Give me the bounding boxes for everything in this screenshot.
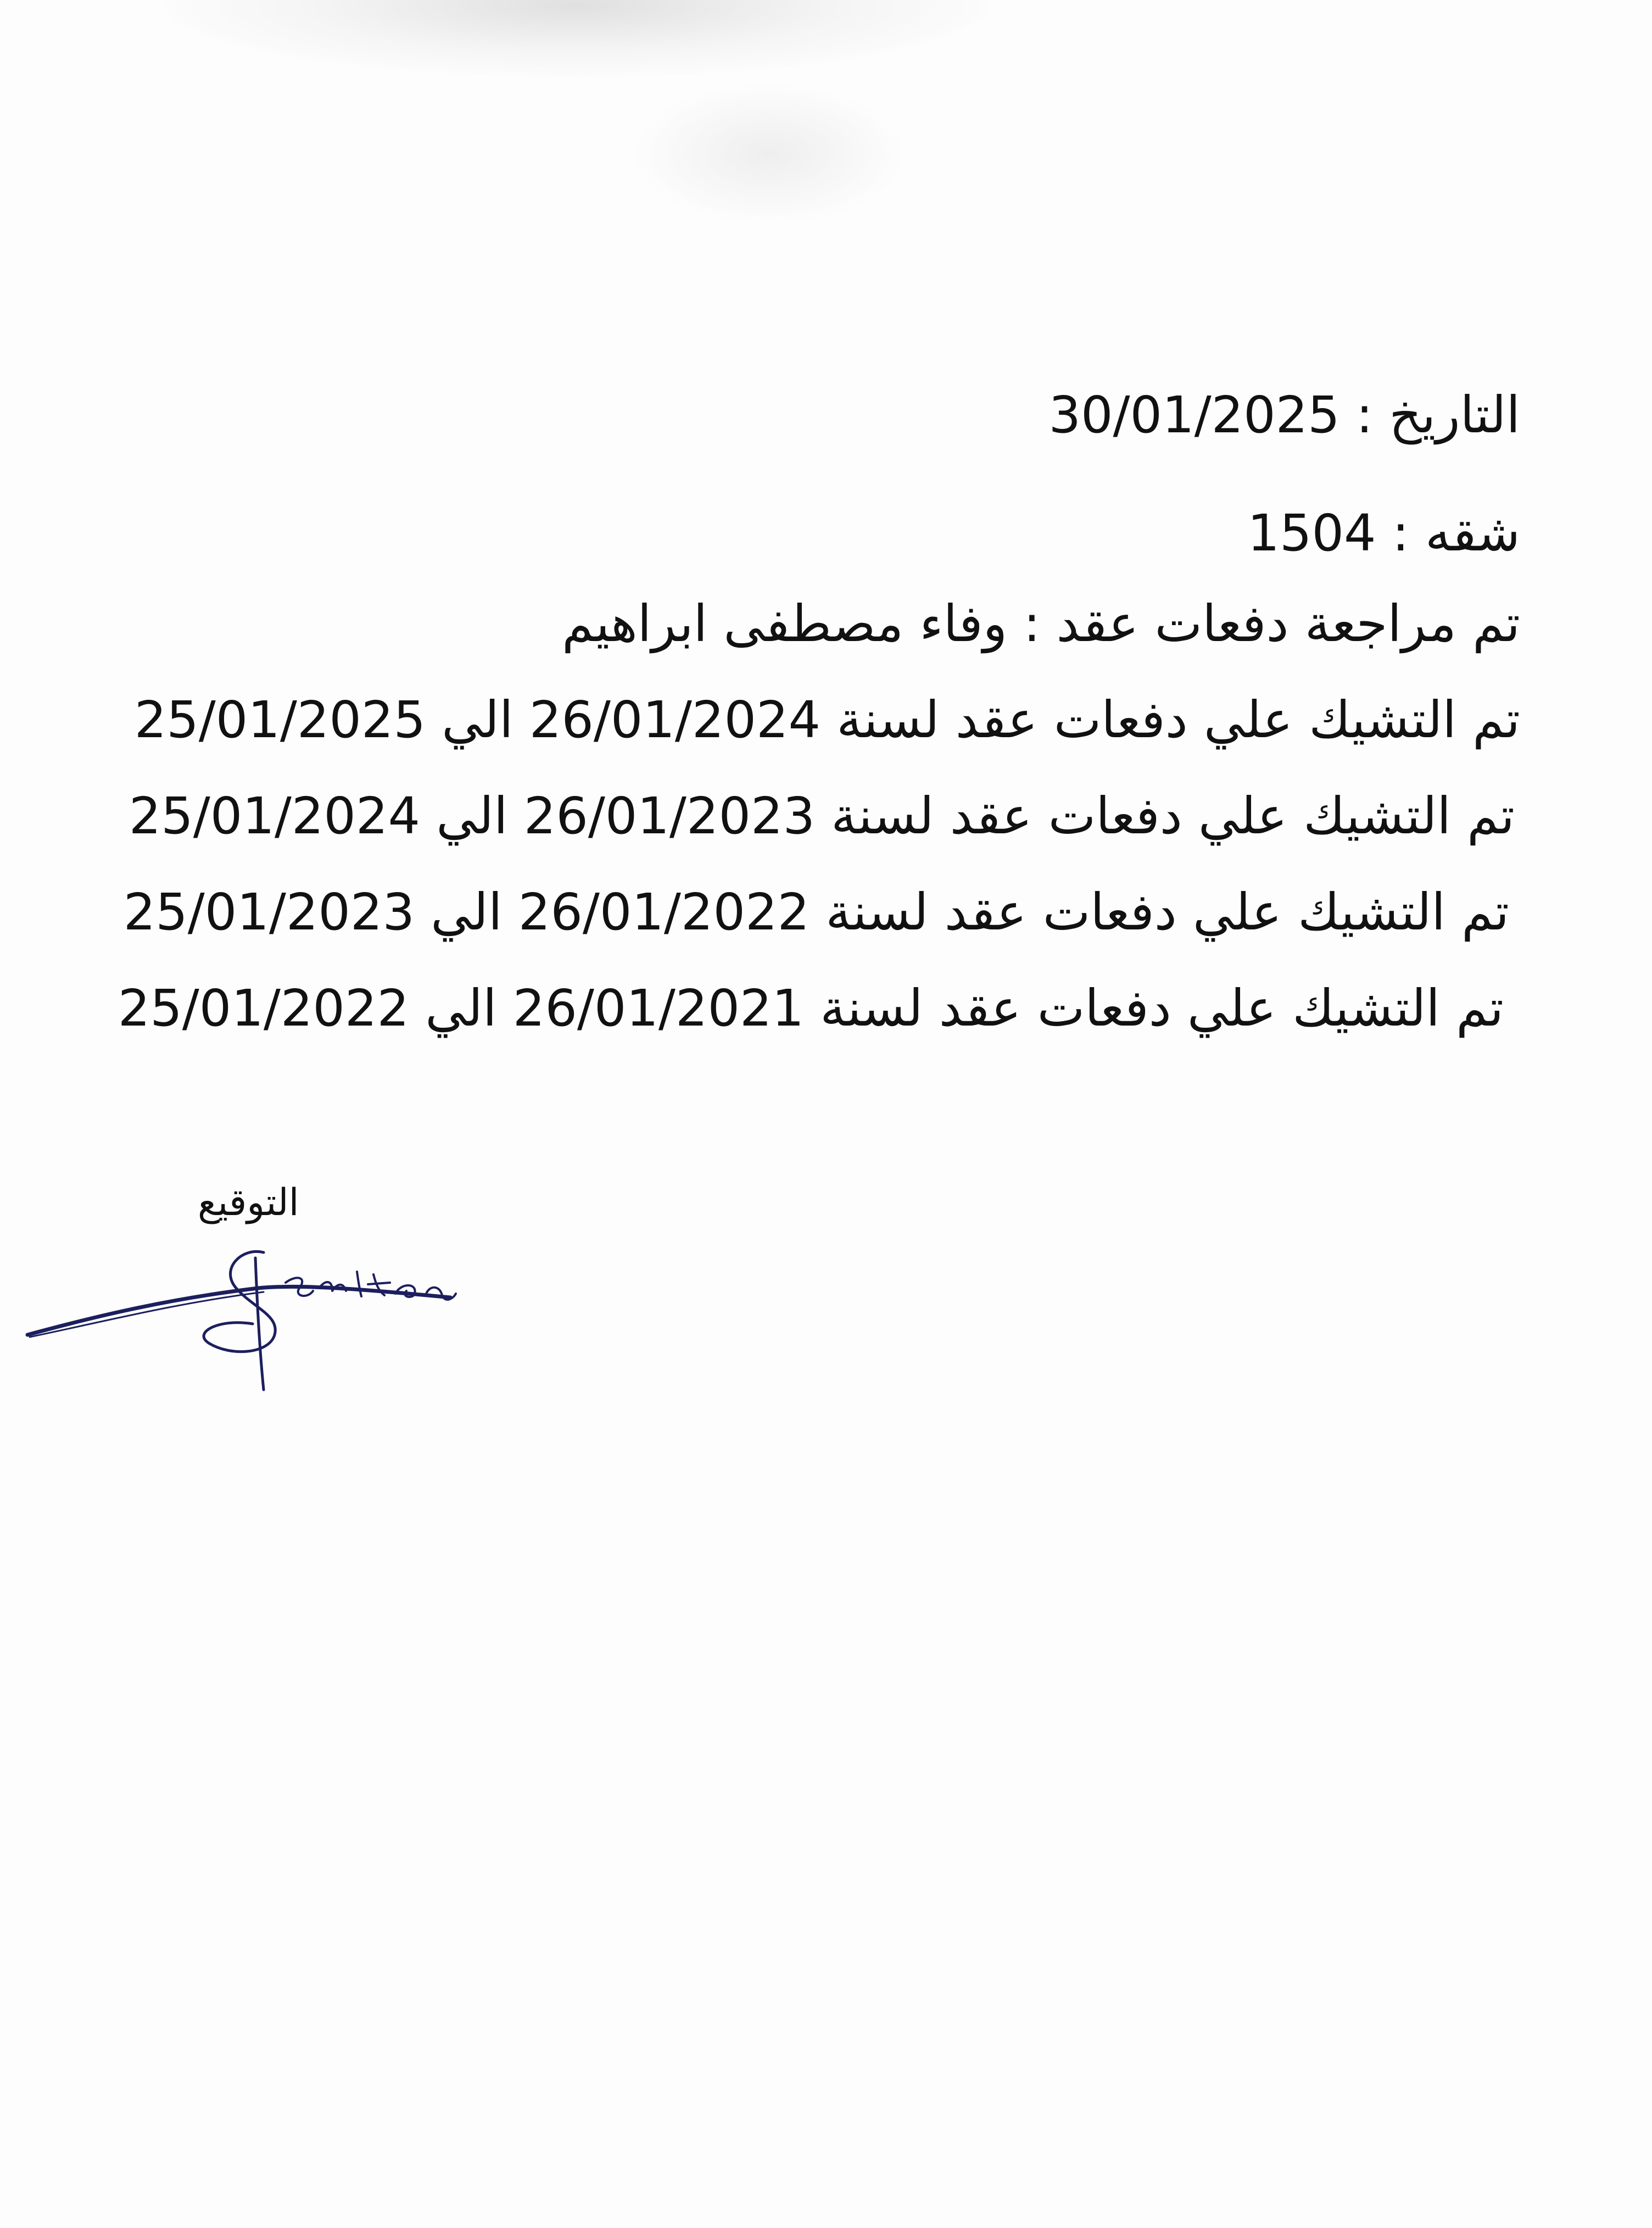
date-line	[1048, 386, 1520, 444]
check-separator: الي	[425, 979, 497, 1038]
check-from-date: 26/01/2024	[529, 690, 821, 749]
check-separator: الي	[431, 883, 503, 942]
check-line-2	[129, 787, 1515, 845]
check-prefix: تم التشيك علي دفعات عقد لسنة	[820, 979, 1504, 1038]
signature-label: التوقيع	[198, 1181, 299, 1224]
check-from-date: 26/01/2021	[512, 979, 805, 1038]
check-from-date: 26/01/2022	[518, 883, 810, 942]
apartment-label: شقه :	[1392, 504, 1520, 562]
check-prefix: تم التشيك علي دفعات عقد لسنة	[831, 787, 1515, 845]
paper-fold-shadow-secondary	[632, 82, 906, 225]
check-from-date: 26/01/2023	[523, 787, 816, 845]
handwritten-signature	[22, 1236, 461, 1401]
check-line-1	[134, 690, 1520, 749]
check-to-date: 25/01/2022	[118, 979, 409, 1038]
check-prefix: تم التشيك علي دفعات عقد لسنة	[836, 690, 1520, 749]
check-to-date: 25/01/2024	[129, 787, 420, 845]
check-separator: الي	[436, 787, 508, 845]
apartment-line	[1247, 504, 1520, 562]
check-line-4	[118, 979, 1504, 1038]
paper-fold-shadow	[165, 0, 989, 77]
review-line: تم مراجعة دفعات عقد : وفاء مصطفى ابراهيم	[562, 594, 1520, 653]
check-separator: الي	[442, 690, 514, 749]
check-line-3	[123, 883, 1509, 942]
check-to-date: 25/01/2023	[123, 883, 415, 942]
check-to-date: 25/01/2025	[134, 690, 426, 749]
date-label: التاريخ :	[1355, 386, 1520, 444]
check-prefix: تم التشيك علي دفعات عقد لسنة	[825, 883, 1509, 942]
apartment-value: 1504	[1247, 504, 1376, 562]
date-value: 30/01/2025	[1048, 386, 1340, 444]
